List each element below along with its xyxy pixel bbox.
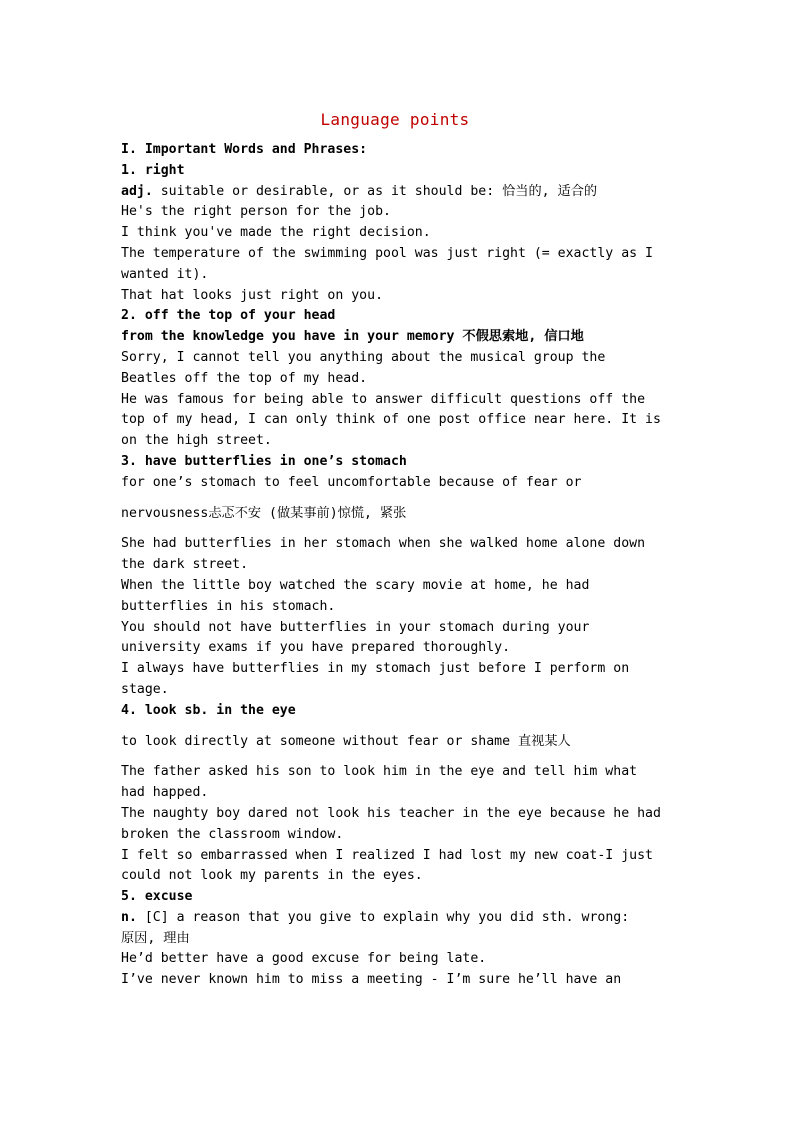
text-line: He's the right person for the job.	[121, 204, 391, 220]
text-line: nervousness忐忑不安 (做某事前)惊慌, 紧张	[121, 505, 407, 521]
text-line: broken the classroom window.	[121, 826, 344, 842]
text-line: I’ve never known him to miss a meeting - I’m sure he’ll have an	[121, 972, 622, 988]
heading-line: 5. excuse	[121, 889, 193, 905]
text-line: to look directly at someone without fear or shame 直视某人	[121, 733, 571, 749]
text-line: I felt so embarrassed when I realized I had lost my new coat-I just	[121, 847, 653, 863]
part-of-speech-label: n.	[121, 909, 137, 925]
heading-line: I. Important Words and Phrases:	[121, 142, 368, 157]
text-line: top of my head, I can only think of one post office near here. It is	[121, 412, 661, 428]
text-line: He’d better have a good excuse for being late.	[121, 951, 487, 967]
text-line: I think you've made the right decision.	[121, 225, 431, 241]
text-line: for one’s stomach to feel uncomfortable because of fear or	[121, 474, 582, 490]
heading-line: 1. right	[121, 162, 185, 178]
heading-line: 3. have butterflies in one’s stomach	[121, 453, 407, 469]
text-line: stage.	[121, 681, 169, 697]
text-line	[121, 908, 669, 929]
definition-text: suitable or desirable, or as it should be: 恰当的, 适合的	[152, 183, 598, 199]
heading-line: 4. look sb. in the eye	[121, 702, 296, 718]
text-line: He was famous for being able to answer difficult questions off the	[121, 391, 646, 407]
text-line: The temperature of the swimming pool was just right (= exactly as I	[121, 245, 653, 261]
document-body	[121, 140, 669, 991]
heading-line: 2. off the top of your head	[121, 308, 336, 324]
page-title: Language points	[320, 110, 470, 129]
text-line: She had butterflies in her stomach when she walked home alone down	[121, 536, 646, 552]
text-line: 原因, 理由	[121, 930, 190, 946]
text-line: could not look my parents in the eyes.	[121, 868, 423, 884]
heading-line: from the knowledge you have in your memory 不假思索地, 信口地	[121, 329, 584, 345]
text-line: butterflies in his stomach.	[121, 598, 336, 614]
part-of-speech-label: adj.	[121, 183, 153, 199]
text-line: You should not have butterflies in your stomach during your	[121, 619, 590, 635]
text-line: I always have butterflies in my stomach just before I perform on	[121, 661, 630, 677]
text-line: on the high street.	[121, 433, 272, 449]
definition-text: [C] a reason that you give to explain why you did sth. wrong:	[136, 909, 630, 925]
text-line: That hat looks just right on you.	[121, 287, 384, 303]
document-page	[121, 108, 669, 991]
text-line: wanted it).	[121, 266, 209, 282]
text-line: The father asked his son to look him in the eye and tell him what	[121, 764, 638, 780]
text-line: When the little boy watched the scary movie at home, he had	[121, 577, 590, 593]
text-line: had happed.	[121, 785, 209, 801]
text-line: the dark street.	[121, 557, 249, 573]
text-line: university exams if you have prepared thoroughly.	[121, 640, 511, 656]
text-line: Sorry, I cannot tell you anything about the musical group the	[121, 349, 606, 365]
text-line: The naughty boy dared not look his teacher in the eye because he had	[121, 805, 661, 821]
text-line	[121, 182, 669, 203]
text-line: Beatles off the top of my head.	[121, 370, 368, 386]
